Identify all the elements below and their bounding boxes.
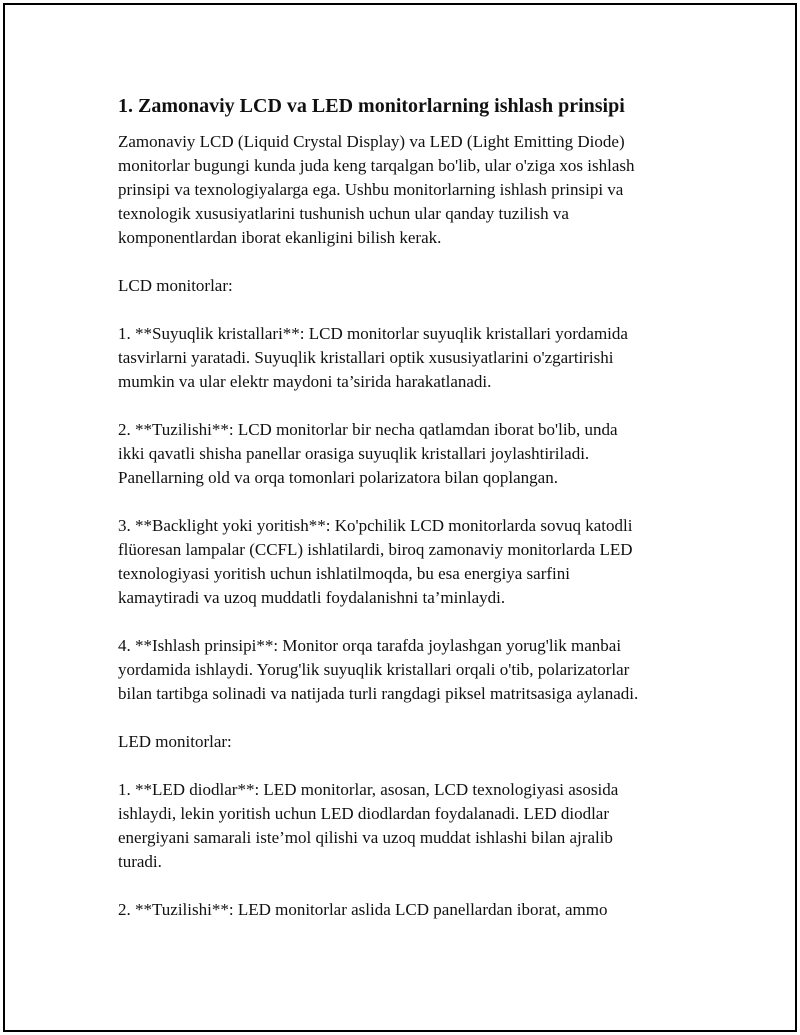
lcd-item-1-paragraph: 1. **Suyuqlik kristallari**: LCD monitorlar suyuqlik kristallari yordamida tasvirlarni yaratadi. Suyuqlik kristallari optik xususiyatlarini o'zgartirishi mumkin va ular elektr maydoni ta’sirida harakatlanadi. <box>118 324 628 391</box>
led-item-2-paragraph: 2. **Tuzilishi**: LED monitorlar aslida LCD panellardan iborat, ammo <box>118 900 608 919</box>
lcd-item-2-paragraph: 2. **Tuzilishi**: LCD monitorlar bir necha qatlamdan iborat bo'lib, unda ikki qavatli shisha panellar orasiga suyuqlik kristallari joylashtiriladi. Panellarning old va orqa tomonlari polarizatora bilan qoplangan. <box>118 420 618 487</box>
led-section-heading: LED monitorlar: <box>118 732 232 751</box>
document-title: 1. Zamonaviy LCD va LED monitorlarning ishlash prinsipi <box>118 95 625 117</box>
lcd-section-heading: LCD monitorlar: <box>118 276 233 295</box>
lcd-item-3-paragraph: 3. **Backlight yoki yoritish**: Ko'pchilik LCD monitorlarda sovuq katodli flüoresan lampalar (CCFL) ishlatilardi, biroq zamonaviy monitorlarda LED texnologiyasi yoritish uchun ishlatilmoqda, bu esa energiya sarfini kamaytiradi va uzoq muddatli foydalanishni ta’minlaydi. <box>118 516 633 607</box>
lcd-item-4-paragraph: 4. **Ishlash prinsipi**: Monitor orqa tarafda joylashgan yorug'lik manbai yordamida ishlaydi. Yorug'lik suyuqlik kristallari orqali o'tib, polarizatorlar bilan tartibga solinadi va natijada turli rangdagi piksel matritsasiga aylanadi. <box>118 636 639 703</box>
led-item-1-paragraph: 1. **LED diodlar**: LED monitorlar, asosan, LCD texnologiyasi asosida ishlaydi, lekin yoritish uchun LED diodlardan foydalanadi. LED diodlar energiyani samarali iste’mol qilishi va uzoq muddat ishlashi bilan ajralib turadi. <box>118 780 619 871</box>
intro-paragraph: Zamonaviy LCD (Liquid Crystal Display) va LED (Light Emitting Diode) monitorlar bugungi kunda juda keng tarqalgan bo'lib, ular o'ziga xos ishlash prinsipi va texnologiyalarga ega. Ushbu monitorlarning ishlash prinsipi va texnologik xususiyatlarini tushunish uchun ular qanday tuzilish va komponentlardan iborat ekanligini bilish kerak. <box>118 132 635 247</box>
document-body <box>118 92 698 946</box>
